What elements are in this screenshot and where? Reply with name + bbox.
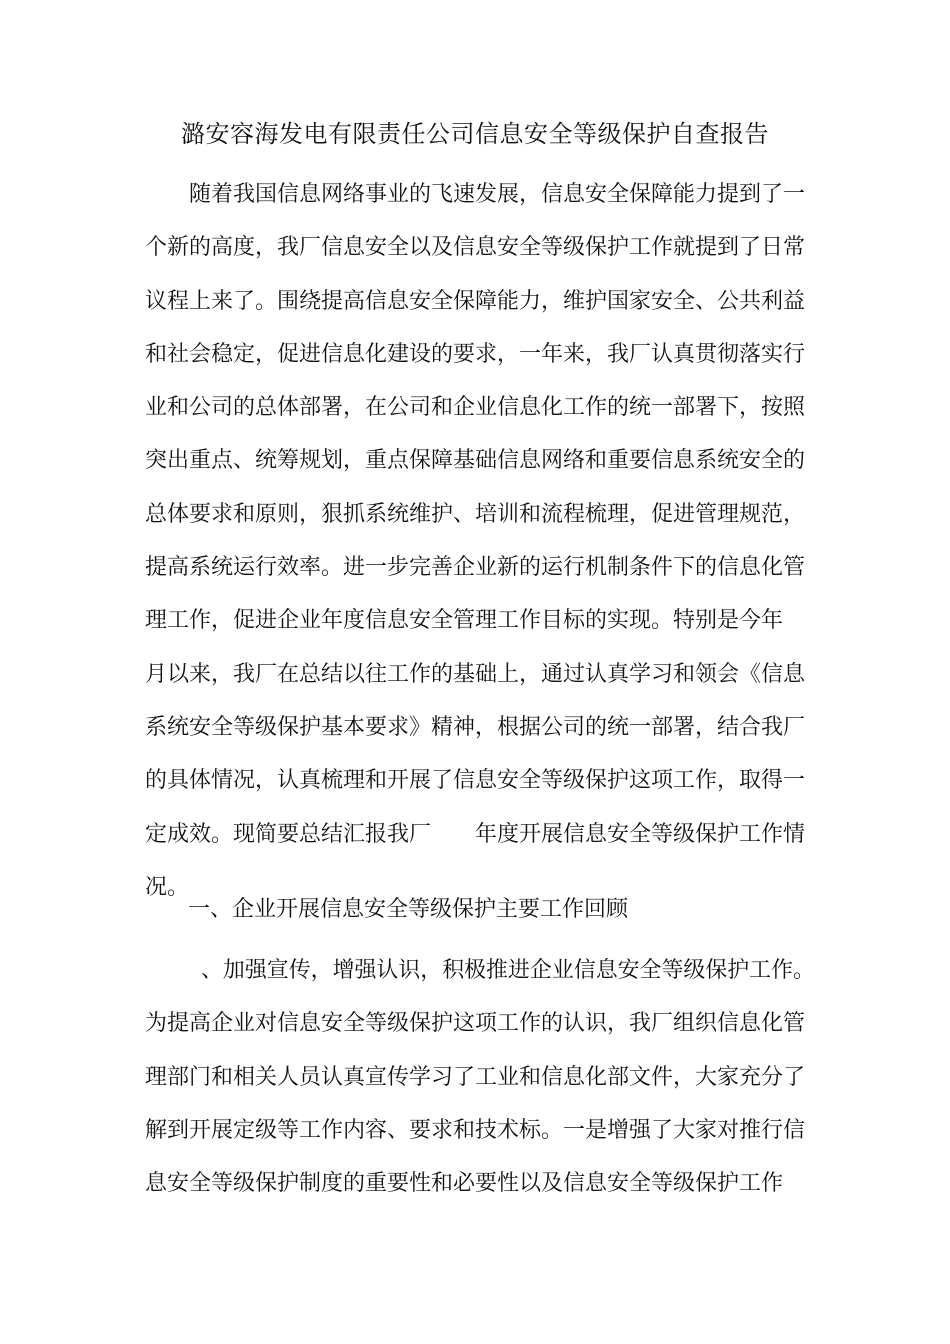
paragraph-line: 理工作，促进企业年度信息安全管理工作目标的实现。特别是今年 xyxy=(145,608,784,634)
paragraph-line: 息安全等级保护制度的重要性和必要性以及信息安全等级保护工作 xyxy=(145,1171,784,1197)
paragraph-section1 xyxy=(145,944,815,1210)
paragraph-line: 突出重点、统筹规划，重点保障基础信息网络和重要信息系统安全的 xyxy=(145,448,806,474)
paragraph-line: 总体要求和原则，狠抓系统维护、培训和流程梳理，促进管理规范， xyxy=(145,501,806,527)
paragraph-line: 随着我国信息网络事业的飞速发展，信息安全保障能力提到了一 xyxy=(189,182,806,207)
paragraph-line: 为提高企业对信息安全等级保护这项工作的认识，我厂组织信息化管 xyxy=(145,1011,806,1037)
paragraph-intro xyxy=(145,168,815,914)
paragraph-line: 个新的高度，我厂信息安全以及信息安全等级保护工作就提到了日常 xyxy=(145,235,806,261)
section-heading: 一、企业开展信息安全等级保护主要工作回顾 xyxy=(188,897,629,922)
paragraph-line: 、加强宣传，增强认识，积极推进企业信息安全等级保护工作。 xyxy=(201,958,815,983)
paragraph-line: 定成效。现简要总结汇报我厂 年度开展信息安全等级保护工作情 xyxy=(145,821,806,847)
paragraph-line: 月以来，我厂在总结以往工作的基础上，通过认真学习和领会《信息 xyxy=(145,661,806,687)
document-title: 潞安容海发电有限责任公司信息安全等级保护自查报告 xyxy=(181,120,769,148)
paragraph-line: 和社会稳定，促进信息化建设的要求，一年来，我厂认真贯彻落实行 xyxy=(145,341,806,367)
paragraph-line: 议程上来了。围绕提高信息安全保障能力，维护国家安全、公共利益 xyxy=(145,288,806,314)
paragraph-line: 解到开展定级等工作内容、要求和技术标。一是增强了大家对推行信 xyxy=(145,1117,806,1143)
paragraph-line: 提高系统运行效率。进一步完善企业新的运行机制条件下的信息化管 xyxy=(145,555,806,581)
paragraph-line: 的具体情况，认真梳理和开展了信息安全等级保护这项工作，取得一 xyxy=(145,768,806,794)
paragraph-line: 理部门和相关人员认真宣传学习了工业和信息化部文件，大家充分了 xyxy=(145,1064,806,1090)
paragraph-line: 业和公司的总体部署，在公司和企业信息化工作的统一部署下，按照 xyxy=(145,395,806,421)
paragraph-line: 系统安全等级保护基本要求》精神，根据公司的统一部署，结合我厂 xyxy=(145,714,806,740)
paragraph-line: 况。 xyxy=(145,874,190,900)
